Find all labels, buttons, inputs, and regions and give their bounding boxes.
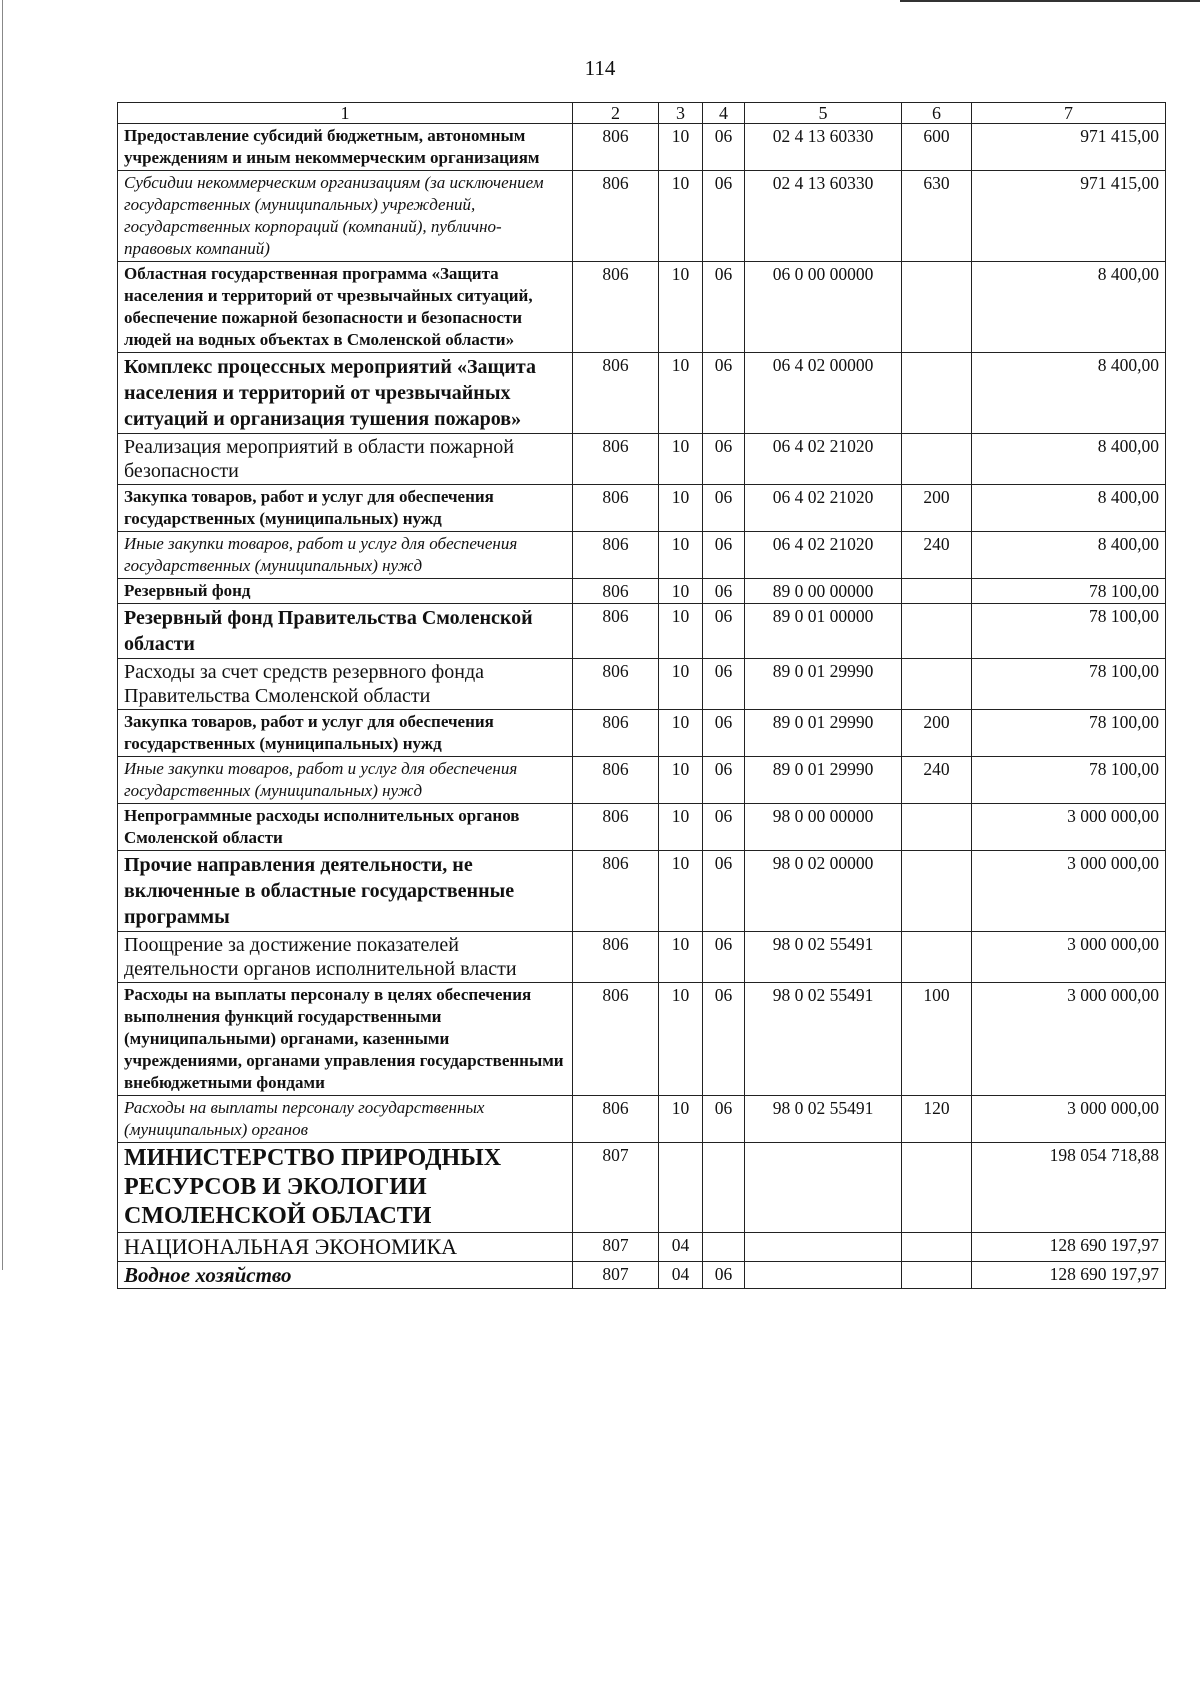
row-name-cell: Поощрение за достижение показателей деятельности органов исполнительной власти <box>118 932 573 983</box>
row-name-cell: Прочие направления деятельности, не включенные в областные государственные программы <box>118 851 573 932</box>
row-name-cell: Областная государственная программа «Защита населения и территорий от чрезвычайных ситуаций, обеспечение пожарной безопасности и безопасности людей на водных объектах в Смоленской области» <box>118 262 573 353</box>
table-row <box>118 124 1166 171</box>
row-subsection-cell: 06 <box>703 983 745 1096</box>
row-target-article-cell: 89 0 01 00000 <box>745 604 902 659</box>
row-expense-type-cell: 240 <box>902 757 972 804</box>
row-section-cell: 10 <box>659 710 703 757</box>
row-section-cell: 10 <box>659 171 703 262</box>
row-amount-cell: 971 415,00 <box>972 171 1166 262</box>
row-amount-cell: 3 000 000,00 <box>972 1096 1166 1143</box>
row-amount-cell: 128 690 197,97 <box>972 1262 1166 1289</box>
row-section-cell: 10 <box>659 353 703 434</box>
row-ministry-code-cell: 806 <box>573 983 659 1096</box>
row-amount-cell: 8 400,00 <box>972 434 1166 485</box>
header-cell-1: 1 <box>118 103 573 124</box>
row-amount-cell: 8 400,00 <box>972 262 1166 353</box>
row-target-article-cell: 98 0 02 55491 <box>745 983 902 1096</box>
table-body <box>118 103 1166 1289</box>
row-target-article-cell: 89 0 01 29990 <box>745 659 902 710</box>
table-header-row <box>118 103 1166 124</box>
table-row <box>118 1233 1166 1262</box>
row-amount-cell: 78 100,00 <box>972 579 1166 604</box>
row-subsection-cell <box>703 1143 745 1233</box>
header-cell-6: 6 <box>902 103 972 124</box>
row-name-cell: Расходы за счет средств резервного фонда Правительства Смоленской области <box>118 659 573 710</box>
row-subsection-cell: 06 <box>703 532 745 579</box>
row-ministry-code-cell: 806 <box>573 262 659 353</box>
row-target-article-cell <box>745 1262 902 1289</box>
table-row <box>118 1262 1166 1289</box>
row-target-article-cell <box>745 1143 902 1233</box>
row-expense-type-cell <box>902 353 972 434</box>
row-section-cell: 10 <box>659 983 703 1096</box>
row-amount-cell: 8 400,00 <box>972 485 1166 532</box>
row-subsection-cell: 06 <box>703 1096 745 1143</box>
row-subsection-cell <box>703 1233 745 1262</box>
row-ministry-code-cell: 806 <box>573 604 659 659</box>
row-name-cell: Субсидии некоммерческим организациям (за исключением государственных (муниципальных) учреждений, государственных корпораций (компаний), публично-правовых компаний) <box>118 171 573 262</box>
row-name-cell: Предоставление субсидий бюджетным, автономным учреждениям и иным некоммерческим организациям <box>118 124 573 171</box>
row-name-cell: Иные закупки товаров, работ и услуг для обеспечения государственных (муниципальных) нужд <box>118 757 573 804</box>
row-amount-cell: 78 100,00 <box>972 757 1166 804</box>
row-expense-type-cell <box>902 932 972 983</box>
row-subsection-cell: 06 <box>703 1262 745 1289</box>
header-cell-3: 3 <box>659 103 703 124</box>
row-expense-type-cell: 600 <box>902 124 972 171</box>
row-expense-type-cell <box>902 1262 972 1289</box>
row-expense-type-cell <box>902 659 972 710</box>
header-cell-4: 4 <box>703 103 745 124</box>
row-amount-cell: 78 100,00 <box>972 604 1166 659</box>
row-ministry-code-cell: 807 <box>573 1262 659 1289</box>
row-amount-cell: 8 400,00 <box>972 532 1166 579</box>
row-section-cell: 10 <box>659 757 703 804</box>
row-ministry-code-cell: 807 <box>573 1233 659 1262</box>
row-subsection-cell: 06 <box>703 579 745 604</box>
table-row <box>118 851 1166 932</box>
table-row <box>118 485 1166 532</box>
row-expense-type-cell: 240 <box>902 532 972 579</box>
row-section-cell: 10 <box>659 579 703 604</box>
row-target-article-cell: 98 0 02 55491 <box>745 932 902 983</box>
row-section-cell: 04 <box>659 1262 703 1289</box>
row-amount-cell: 3 000 000,00 <box>972 932 1166 983</box>
table-row <box>118 757 1166 804</box>
row-target-article-cell: 89 0 01 29990 <box>745 757 902 804</box>
row-subsection-cell: 06 <box>703 353 745 434</box>
scan-edge-top <box>900 0 1200 2</box>
row-name-cell: Водное хозяйство <box>118 1262 573 1289</box>
row-section-cell: 10 <box>659 434 703 485</box>
row-expense-type-cell <box>902 262 972 353</box>
row-expense-type-cell <box>902 804 972 851</box>
table-row <box>118 983 1166 1096</box>
row-name-cell: Резервный фонд Правительства Смоленской области <box>118 604 573 659</box>
row-section-cell: 10 <box>659 604 703 659</box>
row-name-cell: Закупка товаров, работ и услуг для обеспечения государственных (муниципальных) нужд <box>118 485 573 532</box>
row-amount-cell: 971 415,00 <box>972 124 1166 171</box>
row-expense-type-cell <box>902 434 972 485</box>
row-name-cell: Комплекс процессных мероприятий «Защита населения и территорий от чрезвычайных ситуаций и организация тушения пожаров» <box>118 353 573 434</box>
table-row <box>118 1096 1166 1143</box>
row-section-cell: 10 <box>659 659 703 710</box>
row-section-cell: 10 <box>659 932 703 983</box>
row-amount-cell: 3 000 000,00 <box>972 983 1166 1096</box>
row-target-article-cell: 98 0 02 55491 <box>745 1096 902 1143</box>
row-name-cell: Реализация мероприятий в области пожарной безопасности <box>118 434 573 485</box>
row-section-cell <box>659 1143 703 1233</box>
row-name-cell: Резервный фонд <box>118 579 573 604</box>
row-amount-cell: 3 000 000,00 <box>972 851 1166 932</box>
row-subsection-cell: 06 <box>703 932 745 983</box>
header-cell-2: 2 <box>573 103 659 124</box>
row-name-cell: МИНИСТЕРСТВО ПРИРОДНЫХ РЕСУРСОВ И ЭКОЛОГИИ СМОЛЕНСКОЙ ОБЛАСТИ <box>118 1143 573 1233</box>
row-target-article-cell: 98 0 02 00000 <box>745 851 902 932</box>
row-target-article-cell: 89 0 01 29990 <box>745 710 902 757</box>
row-name-cell: Расходы на выплаты персоналу в целях обеспечения выполнения функций государственными (муниципальными) органами, казенными учреждениями, органами управления государственными внебюджетными фондами <box>118 983 573 1096</box>
table-row <box>118 532 1166 579</box>
row-ministry-code-cell: 806 <box>573 353 659 434</box>
table-row <box>118 604 1166 659</box>
row-expense-type-cell <box>902 604 972 659</box>
row-name-cell: Непрограммные расходы исполнительных органов Смоленской области <box>118 804 573 851</box>
row-amount-cell: 3 000 000,00 <box>972 804 1166 851</box>
row-subsection-cell: 06 <box>703 710 745 757</box>
row-target-article-cell: 02 4 13 60330 <box>745 171 902 262</box>
table-row <box>118 171 1166 262</box>
row-subsection-cell: 06 <box>703 434 745 485</box>
row-name-cell: Иные закупки товаров, работ и услуг для обеспечения государственных (муниципальных) нужд <box>118 532 573 579</box>
row-section-cell: 10 <box>659 532 703 579</box>
row-amount-cell: 128 690 197,97 <box>972 1233 1166 1262</box>
row-amount-cell: 78 100,00 <box>972 710 1166 757</box>
row-expense-type-cell <box>902 1143 972 1233</box>
row-ministry-code-cell: 806 <box>573 124 659 171</box>
row-target-article-cell: 06 4 02 21020 <box>745 485 902 532</box>
row-target-article-cell: 06 4 02 21020 <box>745 532 902 579</box>
row-subsection-cell: 06 <box>703 659 745 710</box>
table-row <box>118 659 1166 710</box>
row-ministry-code-cell: 806 <box>573 171 659 262</box>
row-amount-cell: 78 100,00 <box>972 659 1166 710</box>
row-ministry-code-cell: 807 <box>573 1143 659 1233</box>
header-cell-7: 7 <box>972 103 1166 124</box>
row-ministry-code-cell: 806 <box>573 485 659 532</box>
row-ministry-code-cell: 806 <box>573 532 659 579</box>
row-subsection-cell: 06 <box>703 757 745 804</box>
row-expense-type-cell: 200 <box>902 485 972 532</box>
row-expense-type-cell <box>902 851 972 932</box>
row-ministry-code-cell: 806 <box>573 579 659 604</box>
row-ministry-code-cell: 806 <box>573 932 659 983</box>
row-expense-type-cell: 200 <box>902 710 972 757</box>
row-target-article-cell: 98 0 00 00000 <box>745 804 902 851</box>
header-cell-5: 5 <box>745 103 902 124</box>
row-expense-type-cell: 630 <box>902 171 972 262</box>
row-ministry-code-cell: 806 <box>573 710 659 757</box>
budget-table <box>117 102 1166 1289</box>
row-amount-cell: 8 400,00 <box>972 353 1166 434</box>
row-expense-type-cell <box>902 1233 972 1262</box>
table-row <box>118 353 1166 434</box>
row-section-cell: 10 <box>659 262 703 353</box>
row-section-cell: 10 <box>659 851 703 932</box>
row-ministry-code-cell: 806 <box>573 1096 659 1143</box>
row-target-article-cell: 89 0 00 00000 <box>745 579 902 604</box>
row-name-cell: Закупка товаров, работ и услуг для обеспечения государственных (муниципальных) нужд <box>118 710 573 757</box>
row-target-article-cell: 06 4 02 21020 <box>745 434 902 485</box>
row-name-cell: НАЦИОНАЛЬНАЯ ЭКОНОМИКА <box>118 1233 573 1262</box>
row-ministry-code-cell: 806 <box>573 659 659 710</box>
row-section-cell: 04 <box>659 1233 703 1262</box>
row-target-article-cell: 02 4 13 60330 <box>745 124 902 171</box>
row-target-article-cell: 06 4 02 00000 <box>745 353 902 434</box>
row-subsection-cell: 06 <box>703 171 745 262</box>
row-expense-type-cell <box>902 579 972 604</box>
row-section-cell: 10 <box>659 804 703 851</box>
row-target-article-cell: 06 0 00 00000 <box>745 262 902 353</box>
row-subsection-cell: 06 <box>703 604 745 659</box>
row-name-cell: Расходы на выплаты персоналу государственных (муниципальных) органов <box>118 1096 573 1143</box>
row-subsection-cell: 06 <box>703 485 745 532</box>
row-ministry-code-cell: 806 <box>573 757 659 804</box>
table-row <box>118 262 1166 353</box>
row-expense-type-cell: 100 <box>902 983 972 1096</box>
page-number: 114 <box>584 56 616 80</box>
table-row <box>118 579 1166 604</box>
table-row <box>118 710 1166 757</box>
row-subsection-cell: 06 <box>703 124 745 171</box>
table-row <box>118 804 1166 851</box>
scan-edge-left <box>2 0 3 1270</box>
row-subsection-cell: 06 <box>703 804 745 851</box>
row-expense-type-cell: 120 <box>902 1096 972 1143</box>
row-section-cell: 10 <box>659 1096 703 1143</box>
row-target-article-cell <box>745 1233 902 1262</box>
row-subsection-cell: 06 <box>703 262 745 353</box>
table-row <box>118 434 1166 485</box>
row-ministry-code-cell: 806 <box>573 851 659 932</box>
row-ministry-code-cell: 806 <box>573 804 659 851</box>
table-row <box>118 932 1166 983</box>
row-ministry-code-cell: 806 <box>573 434 659 485</box>
row-amount-cell: 198 054 718,88 <box>972 1143 1166 1233</box>
row-subsection-cell: 06 <box>703 851 745 932</box>
row-section-cell: 10 <box>659 485 703 532</box>
row-section-cell: 10 <box>659 124 703 171</box>
table-row <box>118 1143 1166 1233</box>
